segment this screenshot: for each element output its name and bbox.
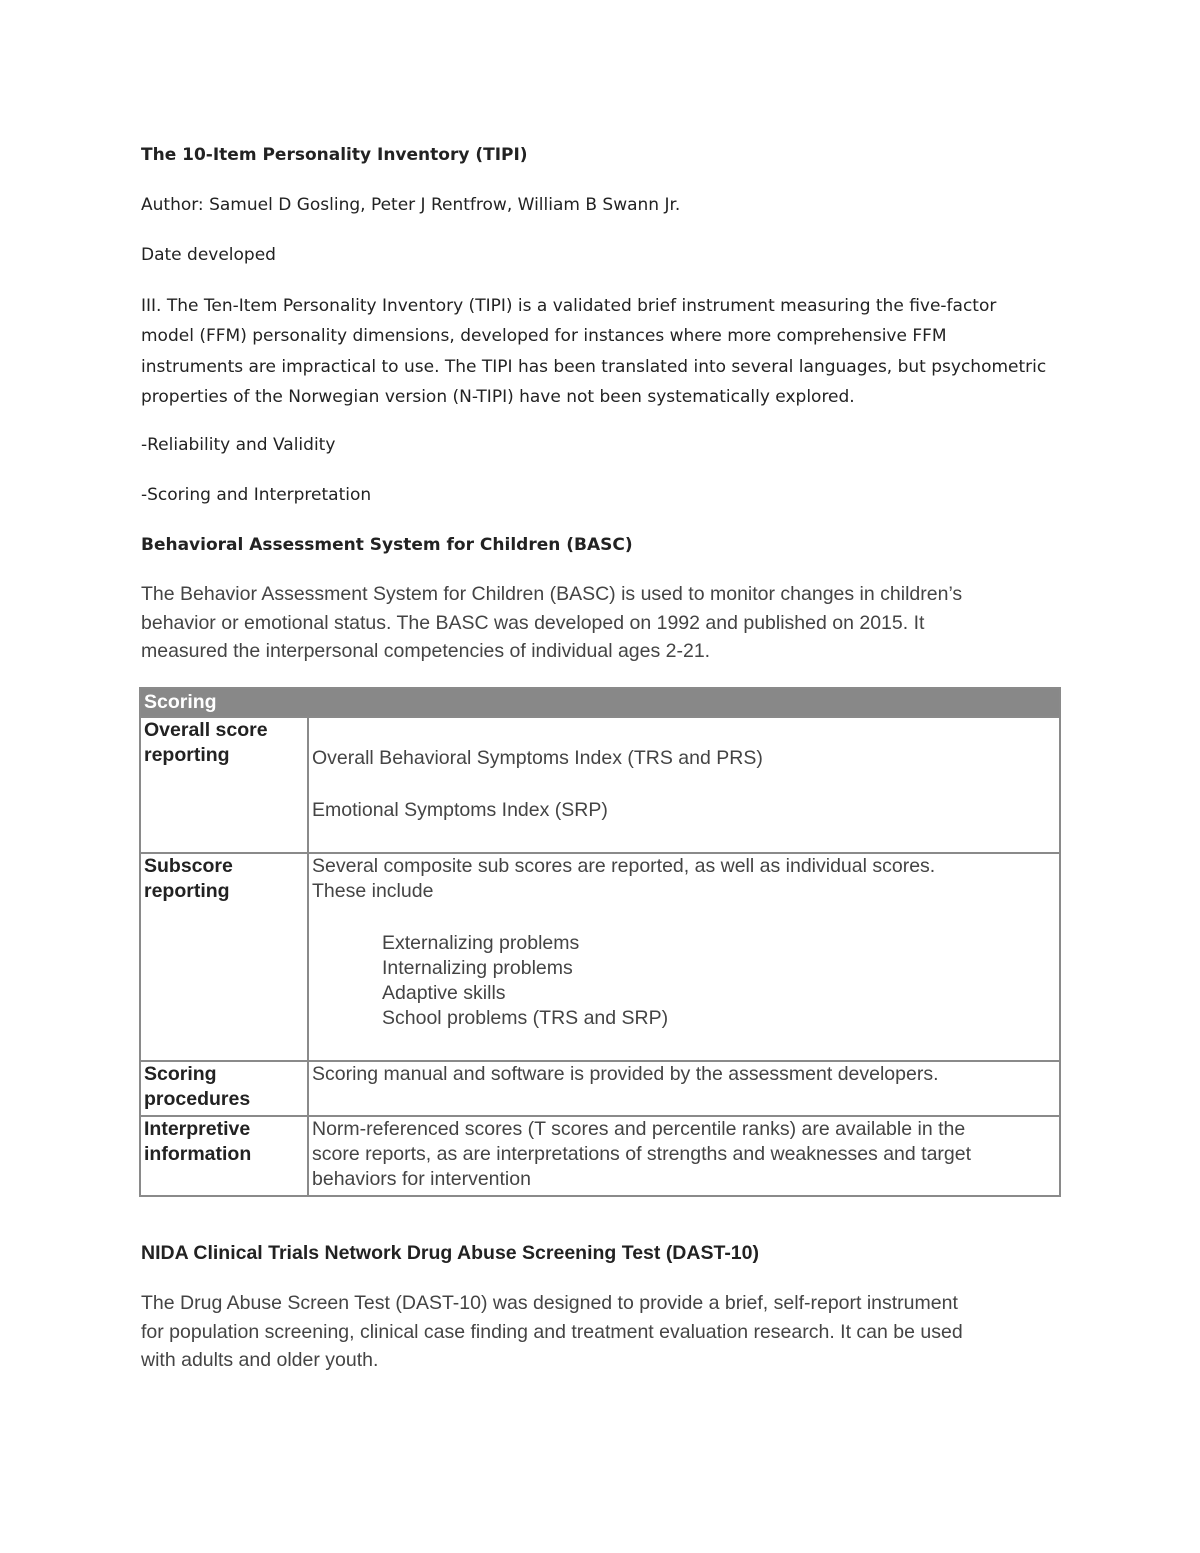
basc-title: Behavioral Assessment System for Children (BASC) — [141, 535, 633, 555]
overall-item: Emotional Symptoms Index (SRP) — [312, 799, 608, 821]
row-label-line: Subscore — [144, 855, 233, 877]
row-label — [140, 853, 308, 1061]
subscore-item: Adaptive skills — [382, 982, 506, 1004]
row-label — [140, 717, 308, 853]
tipi-date: Date developed — [141, 245, 276, 265]
subscore-item: Internalizing problems — [382, 957, 573, 979]
table-row — [140, 1061, 1060, 1116]
row-label — [140, 1116, 308, 1196]
row-label-line: Interpretive — [144, 1118, 251, 1140]
row-label-line: Overall score — [144, 719, 268, 741]
table-row — [140, 1116, 1060, 1196]
tipi-description-line: model (FFM) personality dimensions, developed for instances where more comprehensive FFM — [141, 326, 947, 347]
basc-scoring-table — [139, 687, 1061, 1197]
row-label-line: information — [144, 1143, 252, 1165]
tipi-description-line: properties of the Norwegian version (N-TIPI) have not been systematically explored. — [141, 386, 855, 407]
basc-description — [141, 580, 1081, 666]
row-value — [308, 853, 1060, 1061]
tipi-description — [141, 291, 1071, 412]
dast-title: NIDA Clinical Trials Network Drug Abuse Screening Test (DAST-10) — [141, 1242, 759, 1264]
interpretive-line: score reports, as are interpretations of strengths and weaknesses and target — [312, 1143, 972, 1165]
tipi-description-line: III. The Ten-Item Personality Inventory (TIPI) is a validated brief instrument measuring the five-factor — [141, 296, 997, 316]
dast-description-line: The Drug Abuse Screen Test (DAST-10) was designed to provide a brief, self-report instrument — [141, 1292, 958, 1314]
row-label — [140, 1061, 308, 1116]
basc-description-line: behavior or emotional status. The BASC was developed on 1992 and published on 2015. It — [141, 611, 925, 634]
basc-description-line: measured the interpersonal competencies of individual ages 2-21. — [141, 640, 711, 663]
table-row — [140, 853, 1060, 1061]
row-value — [308, 717, 1060, 853]
row-label-line: procedures — [144, 1088, 251, 1110]
subscore-item: Externalizing problems — [382, 932, 580, 954]
row-label-line: reporting — [144, 880, 230, 902]
row-value — [308, 1116, 1060, 1196]
overall-item: Overall Behavioral Symptoms Index (TRS and PRS) — [312, 747, 763, 769]
interpretive-line: Norm-referenced scores (T scores and percentile ranks) are available in the — [312, 1118, 966, 1140]
subscore-intro: Several composite sub scores are reported, as well as individual scores. — [312, 855, 936, 877]
interpretive-line: behaviors for intervention — [312, 1168, 531, 1190]
tipi-reliability: -Reliability and Validity — [141, 435, 336, 455]
subscore-item: School problems (TRS and SRP) — [382, 1007, 669, 1029]
subscore-intro: These include — [312, 880, 434, 902]
tipi-scoring: -Scoring and Interpretation — [141, 485, 372, 505]
row-value: Scoring manual and software is provided by the assessment developers. — [308, 1061, 1060, 1116]
dast-description — [141, 1289, 1081, 1375]
tipi-author: Author: Samuel D Gosling, Peter J Rentfrow, William B Swann Jr. — [141, 195, 681, 215]
table-row — [140, 717, 1060, 853]
dast-description-line: with adults and older youth. — [141, 1349, 379, 1372]
tipi-title: The 10-Item Personality Inventory (TIPI) — [141, 145, 528, 165]
row-label-line: reporting — [144, 744, 230, 766]
basc-description-line: The Behavior Assessment System for Children (BASC) is used to monitor changes in children’s — [141, 583, 963, 605]
tipi-description-line: instruments are impractical to use. The TIPI has been translated into several languages, but psychometric — [141, 356, 1047, 377]
table-header: Scoring — [140, 688, 1060, 717]
row-label-line: Scoring — [144, 1063, 217, 1085]
dast-description-line: for population screening, clinical case finding and treatment evaluation research. It can be used — [141, 1320, 963, 1343]
